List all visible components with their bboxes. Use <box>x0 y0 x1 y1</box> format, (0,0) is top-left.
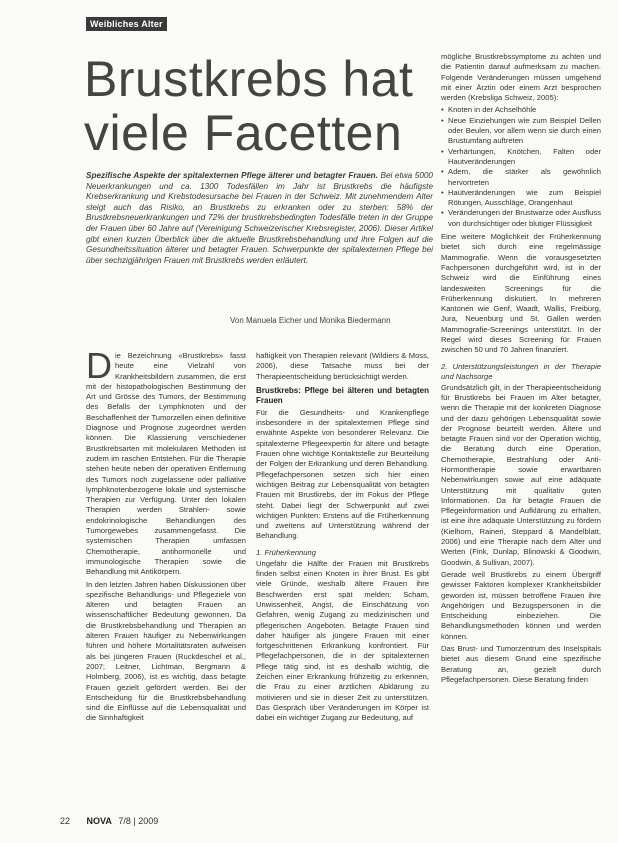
paragraph: In den letzten Jahren haben Diskussionen über spezifische Behandlungs- und Pflegeziele von älteren und betagten Frauen an wissenschaftlicher Bedeutung gewonnen. Da die Brustkrebsbehandlung und Therapien an älteren Frauen häufiger zu Nebenwirkungen führen und höhere Mortalitätsraten aufweisen als bei jüngeren Frauen (Ruckdeschel et al., 2007; Leitner, Lichtman, Bergmann & Holmberg, 2006), ist es wichtig, dass betagte Frauen gezielt gefördert werden. Bei der Entscheidung für die Brustkrebsbehandlung sind die Einflüsse auf die Lebensqualität und die Sinnhaftigkeit <box>86 579 246 723</box>
magazine-name: NOVA <box>86 816 112 826</box>
section-heading: Brustkrebs: Pflege bei älteren und betagten Frauen <box>256 385 429 405</box>
paragraph: haftigkeit von Therapien relevant (Wildiers & Moss, 2006), diese Tatsache muss bei der Therapieentscheidung berücksichtigt werden. <box>256 351 429 381</box>
page-footer <box>60 816 158 826</box>
article-lead <box>86 171 433 266</box>
paragraph: Ungefähr die Hälfte der Frauen mit Brustkrebs finden selbst einen Knoten in ihrer Brust. Es gibt viele Gründe, weshalb ältere Frauen ihre Beschwerden erst spät melden: Scham, Unwissenheit, Angst, die Einschätzung von Gefahren, wenig Zugang zu medizinischen und pflegerischen Angeboten. Betagte Frauen sind daher häufiger als jüngere Frauen mit einer fortgeschrittenen Erkrankung konfrontiert. Für Pflegefachpersonen, die in der spitalexternen Pflege tätig sind, ist es deshalb wichtig, die Zeichen einer Erkrankung frühzeitig zu erkennen, die Frau zu einer ärztlichen Abklärung zu motivieren und sie in dieser Zeit zu unterstützen. Das Gespräch über Veränderungen im Körper ist dabei ein wichtiger Zugang zur Bedeutung, auf <box>256 558 429 723</box>
byline: Von Manuela Eicher und Monika Biedermann <box>230 316 391 325</box>
title-line-1: Brustkrebs hat <box>84 51 414 107</box>
paragraph: Eine weitere Möglichkeit der Früherkennung bietet sich durch eine regelmässige Mammografie. Wenn die vorausgesetzten Fachpersonen durchgeführt wird, ist in der Schweiz wird die Einführung eines landesweiten Screenings für die Früherkennung diskutiert. In mehreren Kantonen wie Genf, Waadt, Wallis, Freiburg, Jura, Neuenburg und St. Gallen werden Mammografie-Screenings unterstützt. In der Regel wird dieses Screening für Frauen zwischen 50 und 70 Jahren finanziert. <box>441 232 601 355</box>
section-rubric: Weibliches Alter <box>86 17 167 31</box>
issue-number: 7/8 | 2009 <box>118 816 159 826</box>
article-title <box>84 52 434 160</box>
symptom-list <box>441 105 601 229</box>
paragraph: Gerade weil Brustkrebs zu einem Übergriff gewisser Faktoren komplexer Krankheitsbilder geworden ist, müssen betroffene Frauen ihre Angehörigen und Bezugspersonen in die Entscheidung einbeziehen. Die Behandlungsmethoden können und werden können. <box>441 569 601 641</box>
paragraph: Für die Gesundheits- und Krankenpflege insbesondere in der spitalexternen Pflege sind erwähnte Aspekte von besonderer Relevanz. Die spitalexterne Pflegeexpertin für ältere und betagte Frauen ohne wichtige Kontaktstelle zur Beurteilung der Folgen der Erkrankung und deren Behandlung. Pflegefachpersonen setzen sich hier einen wichtigen Beitrag zur Lebensqualität von betagten Frauen mit Brustkrebs, der im Fokus der Pflege steht. Dabei liegt der Schwerpunkt auf zwei wichtigen Punkten: Erstens auf die Früherkennung und zweitens auf Unterstützung während der Behandlung. <box>256 407 429 541</box>
drop-cap: D <box>86 345 112 386</box>
paragraph: mögliche Brustkrebssymptome zu achten und die Patientin darauf aufmerksam zu machen. Folgende Veränderungen müssen umgehend mit einer Ärztin oder einem Arzt besprochen werden (Krebsliga Schweiz, 2005): <box>441 52 601 103</box>
column-1 <box>86 345 246 726</box>
list-item: • Neue Einziehungen wie zum Beispiel Dellen oder Beulen, vor allem wenn sie durch einen Brustumfang auftreten <box>441 116 601 147</box>
list-item: • Hautveränderungen wie zum Beispiel Rötungen, Ausschläge, Orangenhaut <box>441 188 601 209</box>
paragraph-text: ie Bezeichnung «Brustkrebs» fasst heute eine Vielzahl von Krankheitsbildern zusammen, die erst mit der histopathologischen Bestimmung der Art und Grösse des Tumors, der Bestimmung des Befalls der Lymphknoten und der Beschaffenheit der Tumorzellen einen definitive Diagnose und Prognose zugeordnet werden können. Die Klassierung verschiedener Brustkrebsarten mit molekularen Methoden ist zudem im raschen Entstehen. Für die Therapie stehen heute neben der operativen Entfernung des Tumors noch zugelassene oder palliative lymphknotenbezogene lokale und systemische Therapien zur Verfügung. Unter den lokalen Therapien werden Strahlen- sowie endokrinologische Behandlungen des Tumorgewebes zusammengefasst. Die systemischen Therapien umfassen Chemotherapie, antihormonelle und immunologische Therapien sowie die Behandlung mit Antikörpern. <box>86 351 246 577</box>
subsection-heading: 2. Unterstützungsleistungen in der Therapie und Nachsorge <box>441 361 601 381</box>
page-number: 22 <box>60 816 71 826</box>
paragraph <box>86 345 246 578</box>
paragraph: Grundsätzlich gilt, in der Therapieentscheidung für Brustkrebs bei Frauen im Alter betagter, wenn die Therapie mit der konkreten Diagnose und der dazu gehörigen Lebensqualität sowie der Prognose beurteilt werden. Ältere und betagte Frauen sind vor der Operation wichtig, die Beratung durch eine Operation, Chemotherapie, Bestrahlung oder Anti-Hormontherapie sowie erwartbaren Nebenwirkungen sowie auf eine adäquate Unterstützung mit qualitativ guten Informationen. Da für betagte Frauen die Pflegeinformation und Aufklärung zu erhalten, ist eine ihre adäquate Unterstützung zu fördern (Kielhorn, Raineri, Steppard & Mandelblatt, 2006) und eine Therapie nach dem Alter und Werten (Fink, Dunlap, Blinowski & Goodwin, Goodwin, & Sullivan, 2007). <box>441 382 601 567</box>
list-item: • Knoten in der Achselhöhle <box>441 105 601 115</box>
column-2 <box>256 351 429 726</box>
paragraph: Das Brust- und Tumorzentrum des Inselspitals bietet aus diesem Grund eine spezifische Beratung an, gezielt durch Pflegefachpersonen. Diese Beratung finden <box>441 644 601 684</box>
lead-subtitle: Spezifische Aspekte der spitalexternen Pflege älterer und betagter Frauen. <box>86 171 378 180</box>
lead-text: Bei etwa 5000 Neuerkrankungen und ca. 1300 Todesfällen im Jahr ist Brustkrebs die häufigste Krebserkrankung und Krebstodesursache bei Frauen in der Schweiz. Mit zunehmendem Alter steigt auch das Risiko, an Brustkrebs zu erkranken oder zu sterben: 58% der Brustkrebsneuerkrankungen und 72% der brustkrebsbedingten Todesfälle treten in der Gruppe der Frauen über 60 Jahre auf (Vereinigung Schweizerischer Krebsregister, 2006). Dieser Artikel gibt einen kurzen Überblick über die aktuelle Brustkrebsbehandlung und ihre Folgen auf die Gesundheitssituation älterer und betagter Frauen. Schwerpunkte der spitalexternen Pflege bei über sechzigjährigen Frauen mit Brustkrebs werden erläutert. <box>86 171 433 265</box>
list-item: • Adern, die stärker als gewöhnlich hervortreten <box>441 167 601 188</box>
list-item: • Veränderungen der Brustwarze oder Ausfluss von durchsichtiger oder blutiger Flüssigkeit <box>441 208 601 229</box>
list-item: • Verhärtungen, Knötchen, Falten oder Hautveränderungen <box>441 147 601 168</box>
column-3 <box>441 52 601 687</box>
subsection-heading: 1. Früherkennung <box>256 547 316 557</box>
title-line-2: viele Facetten <box>84 105 403 161</box>
